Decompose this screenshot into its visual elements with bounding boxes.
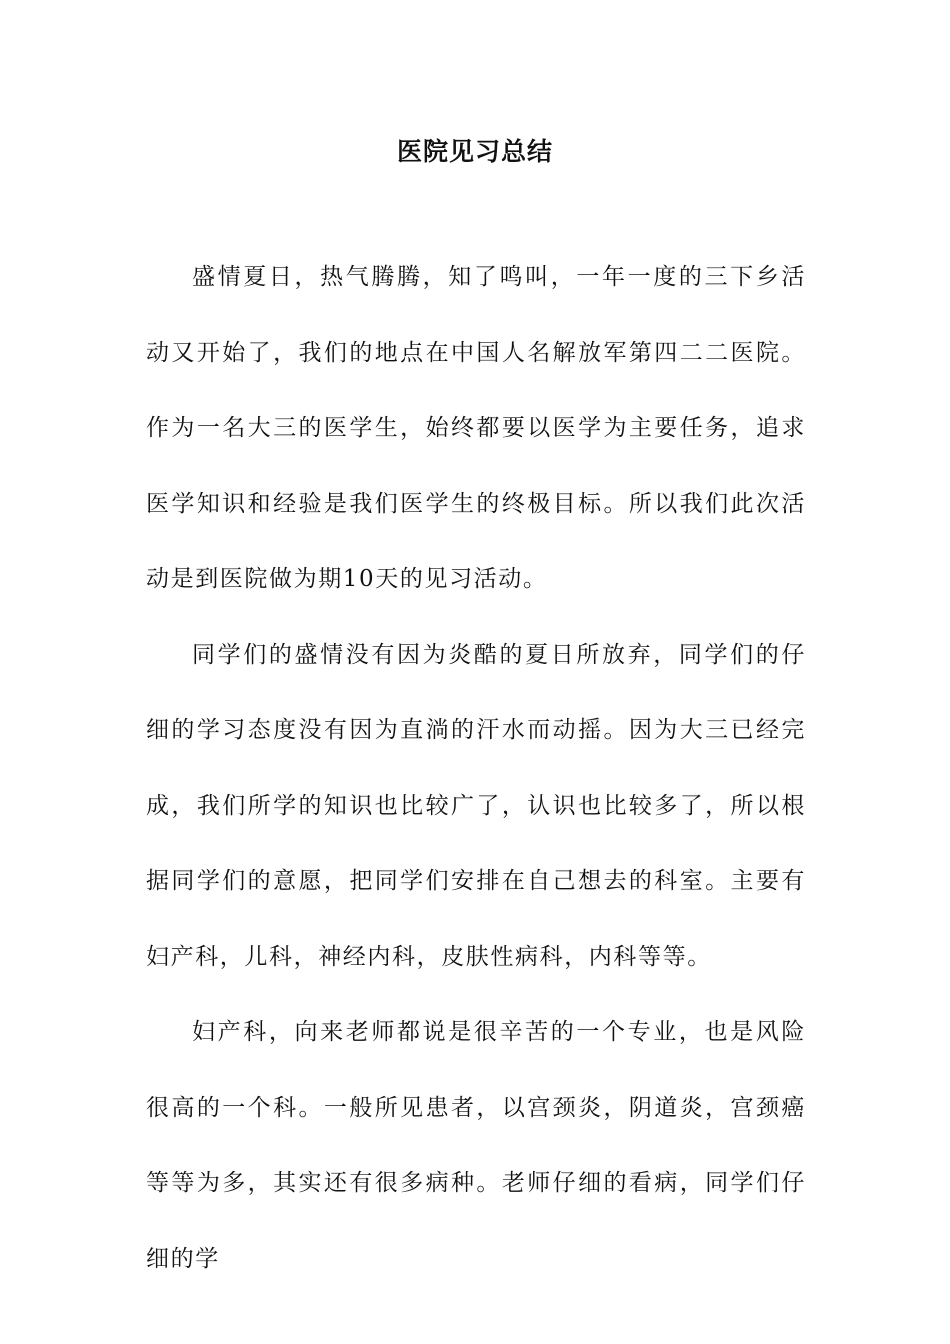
paragraph-departments: 同学们的盛情没有因为炎酷的夏日所放弃，同学们的仔细的学习态度没有因为直淌的汗水而动摇。因为大三已经完成，我们所学的知识也比较广了，认识也比较多了，所以根据同学们的意愿，把同学们安排在自己想去的科室。主要有妇产科，儿科，神经内科，皮肤性病科，内科等等。 <box>146 641 806 970</box>
paragraph-intro: 盛情夏日，热气腾腾，知了鸣叫，一年一度的三下乡活动又开始了，我们的地点在中国人名解放军第四二二医院。作为一名大三的医学生，始终都要以医学为主要任务，追求医学知识和经验是我们医学生的终极目标。所以我们此次活动是到医院做为期10天的见习活动。 <box>146 264 806 592</box>
document-body <box>146 240 806 1297</box>
document-title: 医院见习总结 <box>396 137 553 166</box>
paragraph-gynecology: 妇产科，向来老师都说是很辛苦的一个专业，也是风险很高的一个科。一般所见患者，以宫颈炎，阴道炎，宫颈癌等等为多，其实还有很多病种。老师仔细的看病，同学们仔细的学 <box>146 1019 806 1272</box>
